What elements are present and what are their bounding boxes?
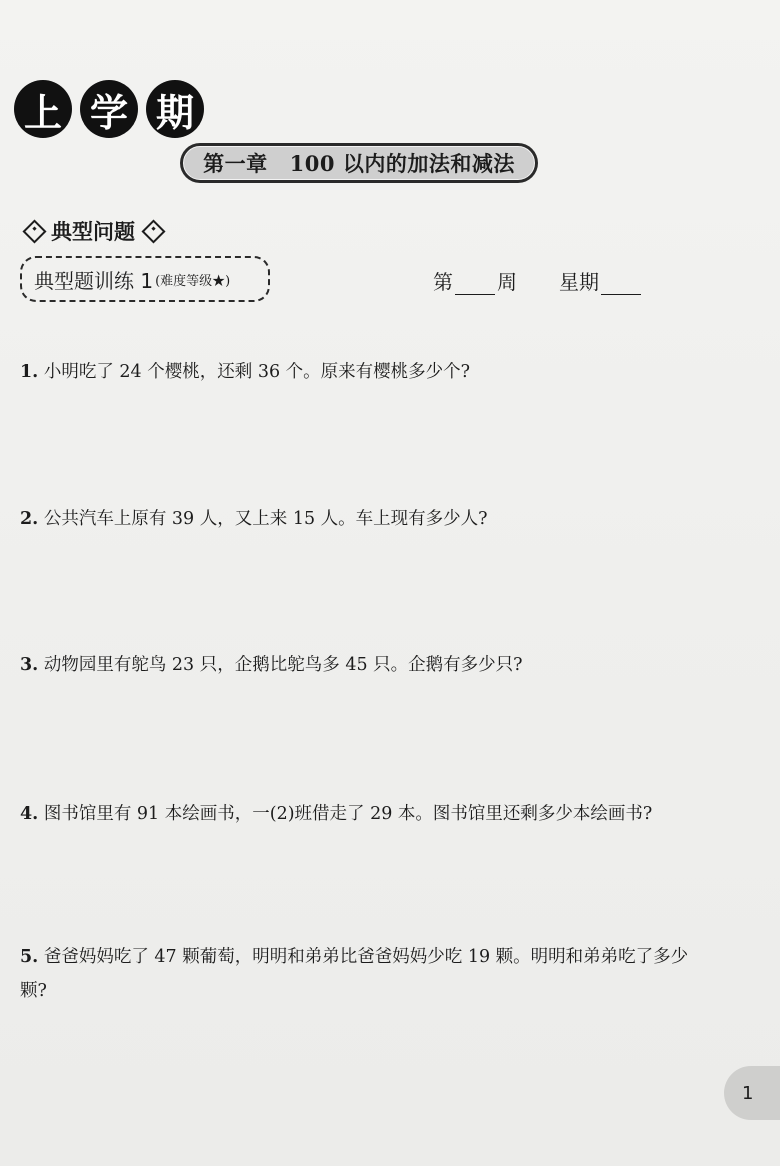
weekday-blank[interactable] (601, 274, 641, 295)
question-number: 5. (20, 947, 39, 967)
question-number: 2. (20, 509, 39, 529)
question-number: 4. (20, 804, 39, 824)
week-blank[interactable] (455, 274, 495, 295)
semester-char: 期 (146, 80, 204, 138)
chapter-banner-inner (183, 146, 535, 180)
diamond-icon (22, 219, 46, 243)
semester-char: 上 (14, 80, 72, 138)
question-text: 爸爸妈妈吃了 47 颗葡萄，明明和弟弟比爸爸妈妈少吃 19 颗。明明和弟弟吃了多少颗? (20, 947, 689, 1001)
semester-char: 学 (80, 80, 138, 138)
question-item (20, 648, 720, 682)
question-item (20, 940, 710, 1008)
page-number: 1 (742, 1082, 754, 1104)
week-prefix: 第 (433, 270, 453, 294)
weekday-label: 星期 (559, 270, 599, 294)
week-line (433, 266, 643, 295)
section-heading (22, 216, 166, 246)
question-item (20, 355, 720, 389)
chapter-number: 第一章 (203, 151, 268, 176)
chapter-banner (180, 143, 538, 183)
question-text: 公共汽车上原有 39 人，又上来 15 人。车上现有多少人? (43, 509, 488, 529)
training-label-box (20, 256, 270, 302)
semester-title (14, 80, 212, 138)
training-title: 典型题训练 1 (34, 268, 154, 293)
question-item (20, 502, 720, 536)
page-number-tab (724, 1066, 780, 1120)
question-text: 小明吃了 24 个樱桃，还剩 36 个。原来有樱桃多少个? (43, 362, 471, 382)
question-number: 3. (20, 655, 39, 675)
question-text: 图书馆里有 91 本绘画书，一(2)班借走了 29 本。图书馆里还剩多少本绘画书? (43, 804, 653, 824)
section-heading-text: 典型问题 (51, 220, 135, 244)
question-number: 1. (20, 362, 39, 382)
diamond-icon (141, 219, 165, 243)
question-text: 动物园里有鸵鸟 23 只，企鹅比鸵鸟多 45 只。企鹅有多少只? (43, 655, 523, 675)
question-item (20, 797, 720, 831)
difficulty-level: (难度等级★) (155, 273, 231, 289)
week-suffix: 周 (497, 270, 517, 294)
chapter-title: 100 以内的加法和减法 (289, 151, 515, 176)
